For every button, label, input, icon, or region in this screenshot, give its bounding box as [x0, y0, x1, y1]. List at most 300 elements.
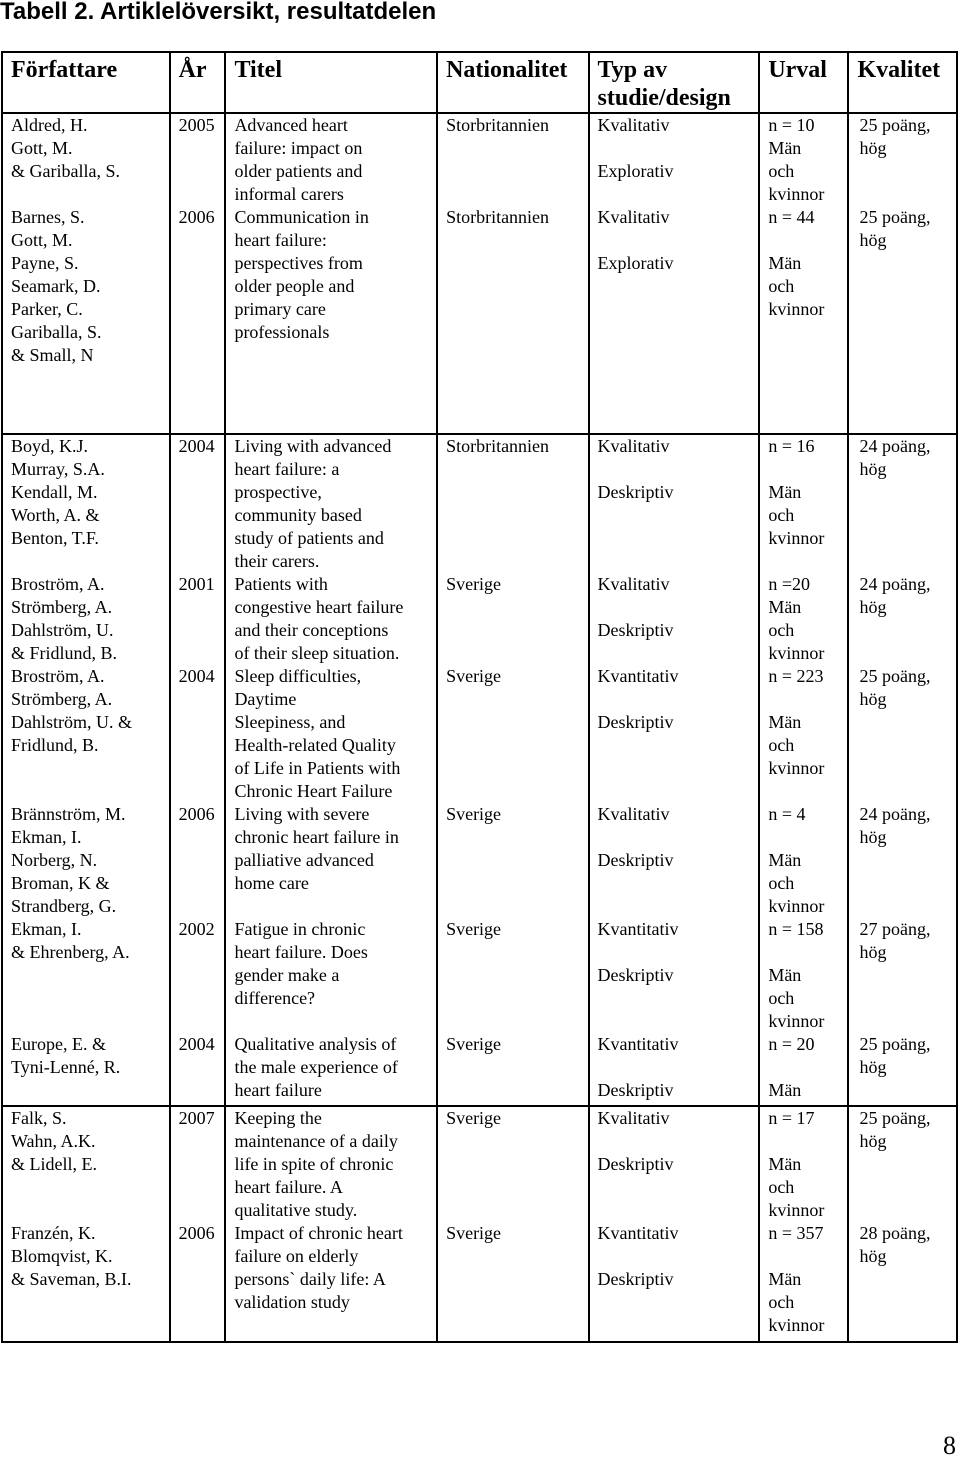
text-line: hög	[859, 1246, 887, 1266]
text-line: Aldred, H.	[11, 115, 88, 135]
entry-year	[179, 206, 221, 367]
entry-year	[179, 1222, 221, 1337]
text-line: professionals	[234, 322, 330, 342]
cell-study-type	[589, 113, 760, 434]
entry-study-type	[598, 114, 755, 206]
entry-year	[179, 435, 221, 573]
text-line: Fatigue in chronic	[234, 919, 366, 939]
text-line: Män	[768, 850, 802, 870]
entry-title	[234, 665, 432, 803]
text-line: Storbritannien	[446, 207, 550, 227]
line-gap	[598, 229, 755, 252]
text-line: & Small, N	[11, 345, 94, 365]
entry-quality	[859, 1222, 952, 1337]
cell-title	[225, 1106, 437, 1342]
text-line: Män	[768, 1080, 802, 1100]
entry-nationality	[446, 206, 583, 367]
table-body	[2, 113, 957, 1342]
text-line: Strandberg, G.	[11, 896, 117, 916]
line-gap	[598, 1056, 755, 1079]
entry-authors	[11, 114, 165, 206]
text-line: hög	[859, 942, 887, 962]
line-gap	[768, 826, 843, 849]
text-line: hög	[859, 689, 887, 709]
text-line: 2001	[178, 574, 215, 594]
cell-study-type	[589, 1106, 760, 1342]
cell-title	[225, 113, 437, 434]
entry-quality	[859, 803, 952, 918]
text-line: 2004	[178, 1034, 215, 1054]
text-line: Benton, T.F.	[11, 528, 99, 548]
cell-year	[170, 113, 226, 434]
entry-sample	[768, 803, 843, 918]
text-line: och	[768, 873, 795, 893]
text-line: och	[768, 505, 795, 525]
text-line: och	[768, 988, 795, 1008]
text-line: n =20	[768, 574, 810, 594]
text-line: n = 17	[768, 1108, 815, 1128]
text-line: Kvalitativ	[597, 436, 670, 456]
text-line: n = 357	[768, 1223, 824, 1243]
text-line: Wahn, A.K.	[11, 1131, 96, 1151]
text-line: perspectives from	[234, 253, 363, 273]
text-line: Deskriptiv	[597, 1154, 674, 1174]
cell-year	[170, 1106, 226, 1342]
entry-authors	[11, 1107, 165, 1222]
text-line: Kvalitativ	[597, 574, 670, 594]
text-line: Sverige	[446, 1034, 502, 1054]
text-line: & Lidell, E.	[11, 1154, 97, 1174]
entry-year	[179, 573, 221, 665]
cell-authors	[2, 434, 170, 1106]
text-line: community based	[234, 505, 362, 525]
entry-title	[234, 803, 432, 918]
text-line: Living with advanced	[234, 436, 392, 456]
entry-sample	[768, 435, 843, 573]
entry-quality	[859, 665, 952, 803]
entry-year	[179, 803, 221, 918]
entry-authors	[11, 1033, 165, 1102]
entry-authors	[11, 206, 165, 367]
text-line: palliative advanced	[234, 850, 374, 870]
text-line: congestive heart failure	[234, 597, 404, 617]
text-line: hög	[859, 827, 887, 847]
text-line: Seamark, D.	[11, 276, 101, 296]
entry-sample	[768, 1222, 843, 1337]
entry-title	[234, 1222, 432, 1337]
text-line: 2006	[178, 804, 215, 824]
entry-study-type	[598, 918, 755, 1033]
text-line: Impact of chronic heart	[234, 1223, 403, 1243]
text-line: kvinnor	[768, 896, 825, 916]
header-nationalitet: Nationalitet	[437, 52, 588, 113]
text-line: Kvalitativ	[597, 804, 670, 824]
text-line: Health-related Quality	[234, 735, 396, 755]
text-line: n = 16	[768, 436, 815, 456]
text-line: prospective,	[234, 482, 322, 502]
text-line: Chronic Heart Failure	[234, 781, 393, 801]
text-line: n = 4	[768, 804, 806, 824]
text-line: Män	[768, 253, 802, 273]
text-line: Deskriptiv	[597, 620, 674, 640]
text-line: Sverige	[446, 1223, 502, 1243]
text-line: och	[768, 161, 795, 181]
text-line: Dahlström, U.	[11, 620, 114, 640]
text-line: Kvalitativ	[597, 207, 670, 227]
cell-quality	[848, 434, 957, 1106]
entry-title	[234, 206, 432, 367]
text-line: heart failure. A	[234, 1177, 343, 1197]
text-line: Tyni-Lenné, R.	[11, 1057, 121, 1077]
text-line: informal carers	[234, 184, 344, 204]
header-titel: Titel	[225, 52, 437, 113]
text-line: their carers.	[234, 551, 320, 571]
entry-sample	[768, 918, 843, 1033]
text-line: primary care	[234, 299, 326, 319]
text-line: Patients with	[234, 574, 328, 594]
entry-quality	[859, 206, 952, 367]
text-line: Qualitative analysis of	[234, 1034, 397, 1054]
entry-sample	[768, 206, 843, 367]
text-line: 2004	[178, 666, 215, 686]
text-line: of their sleep situation.	[234, 643, 400, 663]
text-line: n = 20	[768, 1034, 815, 1054]
text-line: 2007	[178, 1108, 215, 1128]
entry-study-type	[598, 1107, 755, 1222]
line-gap	[768, 1056, 843, 1079]
text-line: heart failure:	[234, 230, 327, 250]
entry-study-type	[598, 803, 755, 918]
text-line: 28 poäng,	[859, 1223, 931, 1243]
text-line: Deskriptiv	[597, 1080, 674, 1100]
text-line: persons` daily life: A	[234, 1269, 386, 1289]
table-row	[2, 434, 957, 1106]
text-line: Norberg, N.	[11, 850, 98, 870]
text-line: Daytime	[234, 689, 297, 709]
text-line: Kvalitativ	[597, 115, 670, 135]
text-line: Broström, A.	[11, 666, 105, 686]
text-line: Blomqvist, K.	[11, 1246, 113, 1266]
text-line: Strömberg, A.	[11, 597, 113, 617]
line-gap	[598, 596, 755, 619]
text-line: kvinnor	[768, 758, 825, 778]
text-line: kvinnor	[768, 1011, 825, 1031]
entry-authors	[11, 573, 165, 665]
text-line: study of patients and	[234, 528, 384, 548]
text-line: older patients and	[234, 161, 363, 181]
text-line: hög	[859, 459, 887, 479]
text-line: och	[768, 735, 795, 755]
entry-authors	[11, 803, 165, 918]
text-line: Barnes, S.	[11, 207, 85, 227]
header-urval: Urval	[759, 52, 848, 113]
cell-title	[225, 434, 437, 1106]
text-line: Män	[768, 1269, 802, 1289]
cell-quality	[848, 113, 957, 434]
text-line: 25 poäng,	[859, 115, 931, 135]
cell-authors	[2, 1106, 170, 1342]
text-line: n = 223	[768, 666, 824, 686]
cell-year	[170, 434, 226, 1106]
text-line: validation study	[234, 1292, 350, 1312]
header-ar: År	[170, 52, 226, 113]
text-line: kvinnor	[768, 643, 825, 663]
entry-nationality	[446, 665, 583, 803]
text-line: failure: impact on	[234, 138, 363, 158]
text-line: Sleepiness, and	[234, 712, 346, 732]
text-line: hög	[859, 138, 887, 158]
text-line: kvinnor	[768, 1315, 825, 1335]
text-line: Ekman, I.	[11, 827, 82, 847]
entry-nationality	[446, 114, 583, 206]
text-line: Deskriptiv	[597, 965, 674, 985]
text-line: och	[768, 1177, 795, 1197]
entry-nationality	[446, 1222, 583, 1337]
table-row	[2, 1106, 957, 1342]
line-gap	[768, 229, 843, 252]
line-gap	[598, 826, 755, 849]
entry-study-type	[598, 206, 755, 367]
text-line: older people and	[234, 276, 355, 296]
text-line: Män	[768, 712, 802, 732]
cell-quality	[848, 1106, 957, 1342]
text-line: Sverige	[446, 574, 502, 594]
text-line: n = 158	[768, 919, 824, 939]
line-gap	[768, 941, 843, 964]
text-line: and their conceptions	[234, 620, 389, 640]
text-line: Parker, C.	[11, 299, 83, 319]
cell-sample	[759, 1106, 848, 1342]
header-forfattare: Författare	[2, 52, 170, 113]
text-line: Sverige	[446, 666, 502, 686]
text-line: och	[768, 1292, 795, 1312]
text-line: 24 poäng,	[859, 436, 931, 456]
header-row	[2, 52, 957, 113]
text-line: gender make a	[234, 965, 340, 985]
entry-sample	[768, 114, 843, 206]
text-line: hög	[859, 1057, 887, 1077]
line-gap	[598, 1245, 755, 1268]
text-line: Gott, M.	[11, 138, 73, 158]
text-line: 2002	[178, 919, 215, 939]
entry-sample	[768, 573, 843, 665]
entry-year	[179, 114, 221, 206]
text-line: Boyd, K.J.	[11, 436, 89, 456]
text-line: heart failure: a	[234, 459, 340, 479]
text-line: Worth, A. &	[11, 505, 100, 525]
table-row	[2, 113, 957, 434]
entry-sample	[768, 1033, 843, 1102]
cell-sample	[759, 113, 848, 434]
text-line: Män	[768, 482, 802, 502]
entry-nationality	[446, 1033, 583, 1102]
line-gap	[598, 137, 755, 160]
text-line: qualitative study.	[234, 1200, 358, 1220]
text-line: failure on elderly	[234, 1246, 359, 1266]
entry-study-type	[598, 665, 755, 803]
entry-nationality	[446, 803, 583, 918]
text-line: kvinnor	[768, 528, 825, 548]
text-line: kvinnor	[768, 299, 825, 319]
entry-study-type	[598, 1222, 755, 1337]
text-line: Sverige	[446, 919, 502, 939]
line-gap	[598, 1130, 755, 1153]
text-line: Explorativ	[597, 253, 674, 273]
cell-nationality	[437, 113, 588, 434]
text-line: Män	[768, 965, 802, 985]
text-line: 25 poäng,	[859, 207, 931, 227]
entry-nationality	[446, 573, 583, 665]
text-line: n = 10	[768, 115, 815, 135]
entry-quality	[859, 435, 952, 573]
text-line: Brännström, M.	[11, 804, 126, 824]
line-gap	[598, 941, 755, 964]
text-line: Kvantitativ	[597, 666, 679, 686]
entry-title	[234, 114, 432, 206]
text-line: Män	[768, 1154, 802, 1174]
line-gap	[768, 688, 843, 711]
text-line: kvinnor	[768, 1200, 825, 1220]
entry-year	[179, 1033, 221, 1102]
text-line: 25 poäng,	[859, 666, 931, 686]
text-line: Kvantitativ	[597, 1034, 679, 1054]
entry-authors	[11, 1222, 165, 1337]
text-line: Kvantitativ	[597, 919, 679, 939]
entry-year	[179, 918, 221, 1033]
table-caption: Tabell 2. Artiklelöversikt, resultatdelen	[0, 0, 437, 25]
text-line: Falk, S.	[11, 1108, 67, 1128]
text-line: & Fridlund, B.	[11, 643, 118, 663]
header-kvalitet: Kvalitet	[848, 52, 957, 113]
text-line: heart failure. Does	[234, 942, 368, 962]
text-line: Kendall, M.	[11, 482, 98, 502]
text-line: hög	[859, 1131, 887, 1151]
text-line: n = 44	[768, 207, 815, 227]
entry-quality	[859, 918, 952, 1033]
text-line: life in spite of chronic	[234, 1154, 394, 1174]
text-line: Broström, A.	[11, 574, 105, 594]
entry-title	[234, 918, 432, 1033]
text-line: 24 poäng,	[859, 574, 931, 594]
line-gap	[768, 458, 843, 481]
text-line: 2005	[178, 115, 215, 135]
page-number: 8	[943, 1431, 956, 1460]
text-line: Strömberg, A.	[11, 689, 113, 709]
text-line: Sverige	[446, 1108, 502, 1128]
text-line: Ekman, I.	[11, 919, 82, 939]
cell-study-type	[589, 434, 760, 1106]
text-line: Män	[768, 597, 802, 617]
text-line: heart failure	[234, 1080, 322, 1100]
text-line: Män	[768, 138, 802, 158]
entry-quality	[859, 1107, 952, 1222]
text-line: the male experience of	[234, 1057, 398, 1077]
text-line: och	[768, 620, 795, 640]
text-line: Gariballa, S.	[11, 322, 102, 342]
text-line: hög	[859, 230, 887, 250]
text-line: Europe, E. &	[11, 1034, 106, 1054]
entry-nationality	[446, 435, 583, 573]
text-line: of Life in Patients with	[234, 758, 401, 778]
entry-quality	[859, 1033, 952, 1102]
article-overview-table	[1, 51, 958, 1343]
text-line: Sleep difficulties,	[234, 666, 362, 686]
entry-authors	[11, 665, 165, 803]
line-gap	[598, 458, 755, 481]
text-line: och	[768, 276, 795, 296]
entry-study-type	[598, 435, 755, 573]
text-line: Storbritannien	[446, 115, 550, 135]
text-line: Deskriptiv	[597, 482, 674, 502]
text-line: Advanced heart	[234, 115, 348, 135]
text-line: kvinnor	[768, 184, 825, 204]
text-line: home care	[234, 873, 309, 893]
entry-title	[234, 573, 432, 665]
text-line: 25 poäng,	[859, 1034, 931, 1054]
text-line: Sverige	[446, 804, 502, 824]
entry-nationality	[446, 1107, 583, 1222]
cell-nationality	[437, 1106, 588, 1342]
text-line: Deskriptiv	[597, 850, 674, 870]
text-line: 25 poäng,	[859, 1108, 931, 1128]
entry-authors	[11, 435, 165, 573]
text-line: Payne, S.	[11, 253, 79, 273]
text-line: 27 poäng,	[859, 919, 931, 939]
text-line: Franzén, K.	[11, 1223, 96, 1243]
text-line: & Gariballa, S.	[11, 161, 120, 181]
text-line: Living with severe	[234, 804, 370, 824]
text-line: Keeping the	[234, 1108, 322, 1128]
entry-authors	[11, 918, 165, 1033]
entry-study-type	[598, 1033, 755, 1102]
line-gap	[598, 688, 755, 711]
line-gap	[768, 1245, 843, 1268]
text-line: maintenance of a daily	[234, 1131, 398, 1151]
text-line: Gott, M.	[11, 230, 73, 250]
text-line: 24 poäng,	[859, 804, 931, 824]
entry-year	[179, 1107, 221, 1222]
cell-sample	[759, 434, 848, 1106]
text-line: Kvantitativ	[597, 1223, 679, 1243]
text-line: 2006	[178, 207, 215, 227]
entry-title	[234, 1107, 432, 1222]
text-line: Deskriptiv	[597, 712, 674, 732]
text-line: Deskriptiv	[597, 1269, 674, 1289]
entry-sample	[768, 1107, 843, 1222]
text-line: & Saveman, B.I.	[11, 1269, 132, 1289]
text-line: Dahlström, U. &	[11, 712, 132, 732]
text-line: difference?	[234, 988, 316, 1008]
text-line: Fridlund, B.	[11, 735, 99, 755]
header-typ-av-studie: Typ av studie/design	[589, 52, 760, 113]
entry-study-type	[598, 573, 755, 665]
text-line: chronic heart failure in	[234, 827, 399, 847]
entry-quality	[859, 573, 952, 665]
entry-sample	[768, 665, 843, 803]
text-line: Communication in	[234, 207, 369, 227]
text-line: Murray, S.A.	[11, 459, 105, 479]
text-line: 2006	[178, 1223, 215, 1243]
entry-quality	[859, 114, 952, 206]
cell-authors	[2, 113, 170, 434]
entry-title	[234, 435, 432, 573]
text-line: Storbritannien	[446, 436, 550, 456]
cell-nationality	[437, 434, 588, 1106]
text-line: 2004	[178, 436, 215, 456]
entry-title	[234, 1033, 432, 1102]
text-line: hög	[859, 597, 887, 617]
text-line: Kvalitativ	[597, 1108, 670, 1128]
